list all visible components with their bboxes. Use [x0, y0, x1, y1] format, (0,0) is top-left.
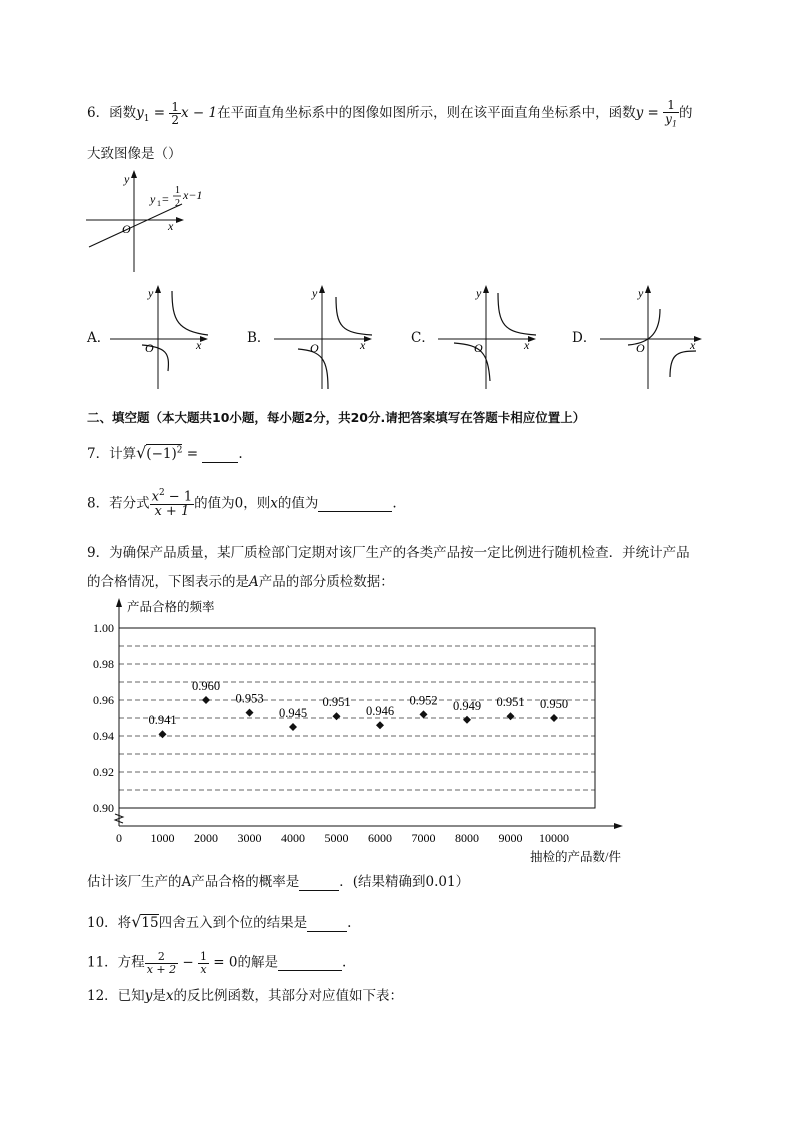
- data-point: [333, 712, 341, 720]
- option-d-graph[interactable]: [598, 281, 710, 393]
- x-tick-label: 9000: [498, 831, 523, 845]
- axis-break-mark: [115, 814, 123, 823]
- svg-text:x−1: x−1: [183, 188, 203, 202]
- q7-answer-blank[interactable]: [202, 448, 238, 463]
- x-axis-arrow: [614, 823, 623, 829]
- svg-text:1: 1: [175, 185, 180, 196]
- q10-answer-blank[interactable]: [307, 917, 347, 932]
- data-point: [463, 716, 471, 724]
- q9-estimate: 估计该厂生产的A产品合格的概率是 ．(结果精确到0.01）: [87, 874, 470, 890]
- data-point: [507, 712, 515, 720]
- q9-line2: 的合格情况，下图表示的是A产品的部分质检数据：: [87, 574, 394, 590]
- y-axis-title: 产品合格的频率: [127, 600, 215, 614]
- data-label: 0.941: [148, 713, 177, 728]
- data-point: [246, 709, 254, 717]
- y-tick-label: 0.92: [93, 765, 114, 779]
- data-point: [550, 714, 558, 722]
- svg-text:O: O: [310, 341, 319, 355]
- y-tick-labels: [93, 621, 114, 815]
- q6-given-graph: [84, 166, 224, 278]
- chart-grid: [119, 646, 595, 790]
- y-tick-label: 0.96: [93, 693, 114, 707]
- y-tick-label: 0.98: [93, 657, 114, 671]
- data-label: 0.945: [278, 706, 308, 720]
- svg-text:x: x: [690, 338, 696, 352]
- x-tick-label: 2000: [194, 831, 218, 845]
- y-tick-label: 0.90: [93, 801, 114, 815]
- data-label: 0.960: [191, 679, 221, 693]
- svg-text:O: O: [145, 341, 154, 355]
- q9-answer-blank[interactable]: [299, 876, 339, 891]
- q8-answer-blank[interactable]: [318, 497, 392, 512]
- q6-frac-half: $\frac{1}{2}$: [171, 99, 180, 128]
- q6-given-origin: O: [122, 222, 131, 236]
- quality-frequency-chart: [80, 596, 640, 866]
- x-tick-label: 8000: [455, 831, 479, 845]
- q6-given-x-label: x: [168, 219, 174, 233]
- q6-line2: 大致图像是（）: [87, 146, 182, 162]
- x-tick-label: 10000: [539, 831, 569, 845]
- q6-frac-reciprocal: $\frac{1}{y_1}$: [665, 98, 678, 128]
- x-tick-label: 6000: [368, 831, 392, 845]
- x-tick-labels: [116, 831, 569, 845]
- x-tick-label: 7000: [411, 831, 436, 845]
- q8: 8．若分式 $\frac{x^2 - 1}{x + 1}$ 的值为0，则x的值为 .: [87, 488, 397, 519]
- q7-sqrt-sign: √: [136, 443, 147, 462]
- option-a-graph[interactable]: [108, 281, 216, 393]
- q11: 11．方程 $\frac{2}{x + 2}$ − $\frac{1}{x}$ = 0的解是 .: [87, 950, 347, 976]
- option-b-label[interactable]: B．: [247, 330, 271, 346]
- svg-text:2: 2: [175, 198, 180, 209]
- y-tick-label: 0.94: [93, 729, 114, 743]
- svg-text:1: 1: [157, 199, 161, 208]
- x-axis-title: 抽检的产品数/件: [530, 850, 621, 864]
- svg-text:y: y: [150, 192, 156, 206]
- q7: 7．计算$√(-1)^2$ = .: [87, 443, 243, 462]
- data-label: 0.952: [409, 693, 438, 708]
- data-labels: [148, 679, 568, 727]
- x-tick-label: 0: [116, 831, 122, 845]
- x-tick-label: 1000: [150, 831, 175, 845]
- q11-fraction-1: $\frac{2}{x + 2}$: [146, 950, 177, 976]
- y-axis-arrow: [116, 598, 122, 607]
- q11-answer-blank[interactable]: [278, 957, 342, 972]
- data-point: [202, 696, 210, 704]
- q12: 12．已知y是x的反比例函数，其部分对应值如下表：: [87, 988, 403, 1004]
- y-tick-label: 1.00: [93, 621, 114, 635]
- q6-line1: 6．函数$y_1$ = $\frac{1}{2}$ x − 1在平面直角坐标系中的图像如图所示，则在该平面直角坐标系中，函数y = $\frac{1}{y_1}$ 的: [87, 98, 693, 128]
- q11-fraction-2: $\frac{1}{x}$: [200, 950, 208, 976]
- x-tick-label: 5000: [324, 831, 349, 845]
- data-label: 0.951: [322, 695, 351, 710]
- data-point: [420, 710, 428, 718]
- x-tick-label: 3000: [237, 831, 262, 845]
- x-tick-label: 4000: [281, 831, 305, 845]
- q6-given-y-label: y: [124, 172, 130, 186]
- option-c-graph[interactable]: [436, 281, 544, 393]
- q8-fraction: $\frac{x^2 - 1}{x + 1}$: [151, 488, 193, 519]
- q10: 10．将√15四舍五入到个位的结果是 .: [87, 912, 352, 931]
- option-a-label[interactable]: A．: [87, 330, 111, 346]
- svg-text:=: =: [162, 192, 169, 206]
- data-label: 0.946: [365, 704, 395, 719]
- svg-text:x: x: [360, 338, 366, 352]
- data-label: 0.950: [539, 697, 569, 711]
- svg-text:y: y: [148, 286, 154, 300]
- option-c-label[interactable]: C．: [411, 330, 435, 346]
- data-point: [376, 721, 384, 729]
- option-d-label[interactable]: D．: [572, 330, 597, 346]
- svg-text:y: y: [476, 286, 482, 300]
- q9-line1: 9．为确保产品质量，某厂质检部门定期对该厂生产的各类产品按一定比例进行随机检查．并统计产品: [87, 545, 690, 561]
- data-point: [289, 723, 297, 731]
- svg-text:O: O: [474, 341, 483, 355]
- q10-sqrt-sign: √: [131, 912, 142, 931]
- svg-text:O: O: [636, 341, 645, 355]
- svg-text:x: x: [524, 338, 530, 352]
- svg-text:y: y: [312, 286, 318, 300]
- svg-text:x: x: [196, 338, 202, 352]
- data-label: 0.951: [496, 695, 525, 710]
- option-b-graph[interactable]: [272, 281, 380, 393]
- svg-text:y: y: [638, 286, 644, 300]
- section-2-title: 二、填空题（本大题共10小题，每小题2分，共20分.请把答案填写在答题卡相应位置上）: [87, 410, 586, 425]
- data-point: [159, 730, 167, 738]
- data-label: 0.949: [452, 698, 482, 713]
- data-label: 0.953: [235, 691, 264, 706]
